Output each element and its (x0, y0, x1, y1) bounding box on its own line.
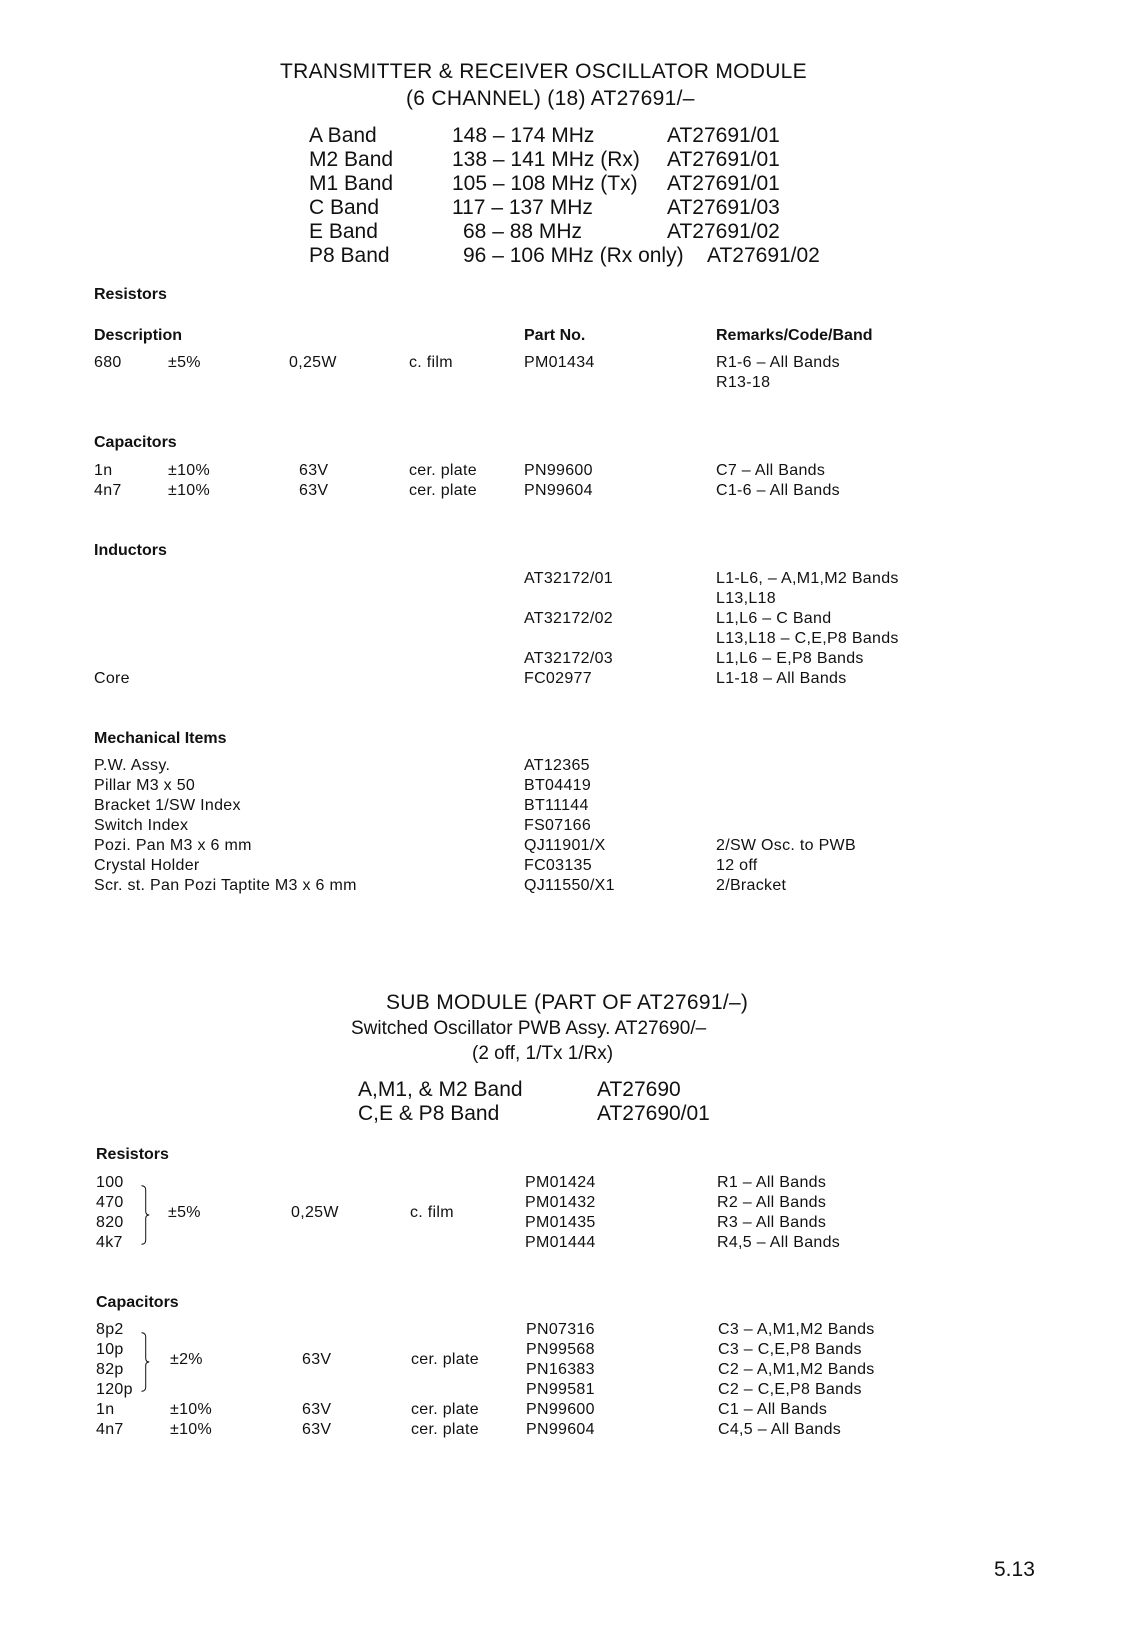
band-freq: 148 – 174 MHz (452, 124, 595, 147)
description: Bracket 1/SW Index (94, 797, 241, 814)
value: 100 (96, 1174, 124, 1191)
band-part: AT27691/02 (667, 220, 780, 243)
part-number: PN99568 (526, 1341, 595, 1358)
band-freq: 68 – 88 MHz (463, 220, 583, 243)
remarks: L1,L6 – E,P8 Bands (716, 650, 864, 667)
remarks: C2 – A,M1,M2 Bands (718, 1361, 875, 1378)
remarks: L13,L18 (716, 590, 776, 607)
section-heading-capacitors: Capacitors (96, 1294, 179, 1311)
remarks: 2/Bracket (716, 877, 787, 894)
part-number: FC03135 (524, 857, 592, 874)
part-number: AT32172/02 (524, 610, 613, 627)
group-brace (140, 1172, 150, 1258)
band-name: M2 Band (309, 148, 394, 171)
type: cer. plate (411, 1421, 479, 1438)
band-freq: 138 – 141 MHz (Rx) (452, 148, 640, 171)
description: Scr. st. Pan Pozi Taptite M3 x 6 mm (94, 877, 357, 894)
tolerance: ±5% (168, 354, 201, 371)
part-number: PN99604 (526, 1421, 595, 1438)
value: 1n (96, 1401, 115, 1418)
rating: 63V (299, 462, 329, 479)
part-number: PM01434 (524, 354, 595, 371)
part-number: AT32172/01 (524, 570, 613, 587)
group-brace (140, 1319, 150, 1405)
type: cer. plate (409, 462, 477, 479)
description: Core (94, 670, 130, 687)
part-number: PM01424 (525, 1174, 596, 1191)
part-number: AT32172/03 (524, 650, 613, 667)
section-heading-capacitors: Capacitors (94, 434, 177, 451)
band-name: P8 Band (309, 244, 390, 267)
value: 8p2 (96, 1321, 124, 1338)
part-number: PN99600 (526, 1401, 595, 1418)
remarks: R13-18 (716, 374, 771, 391)
part-number: QJ11550/X1 (524, 877, 615, 894)
remarks: C3 – C,E,P8 Bands (718, 1341, 862, 1358)
band-part: AT27690 (597, 1078, 681, 1101)
tolerance: ±10% (168, 462, 211, 479)
tolerance: ±2% (170, 1351, 203, 1368)
tolerance: ±10% (168, 482, 211, 499)
remarks: R1 – All Bands (717, 1174, 827, 1191)
part-number: AT12365 (524, 757, 590, 774)
band-name: A Band (309, 124, 377, 147)
part-number: BT04419 (524, 777, 592, 794)
part-number: PM01444 (525, 1234, 596, 1251)
value: 1n (94, 462, 113, 479)
remarks: R2 – All Bands (717, 1194, 827, 1211)
rating: 63V (302, 1421, 332, 1438)
sub-module-title: SUB MODULE (PART OF AT27691/–) (386, 991, 749, 1014)
section-heading-resistors: Resistors (94, 286, 167, 303)
band-part: AT27690/01 (597, 1102, 710, 1125)
column-header-remarks: Remarks/Code/Band (716, 327, 873, 344)
band-name: M1 Band (309, 172, 394, 195)
tolerance: ±10% (170, 1421, 213, 1438)
rating: 63V (302, 1351, 332, 1368)
band-part: AT27691/01 (667, 124, 780, 147)
sub-module-subtitle: Switched Oscillator PWB Assy. AT27690/– (351, 1018, 707, 1039)
value: 82p (96, 1361, 124, 1378)
remarks: L1-18 – All Bands (716, 670, 847, 687)
part-number: QJ11901/X (524, 837, 606, 854)
remarks: L13,L18 – C,E,P8 Bands (716, 630, 899, 647)
type: c. film (410, 1204, 454, 1221)
section-heading-mechanical: Mechanical Items (94, 730, 227, 747)
band-name: E Band (309, 220, 378, 243)
value: 820 (96, 1214, 124, 1231)
remarks: R1-6 – All Bands (716, 354, 840, 371)
band-name: C Band (309, 196, 380, 219)
column-header-description: Description (94, 327, 183, 344)
description: Crystal Holder (94, 857, 200, 874)
value: 120p (96, 1381, 133, 1398)
remarks: R4,5 – All Bands (717, 1234, 841, 1251)
description: Pillar M3 x 50 (94, 777, 196, 794)
rating: 0,25W (289, 354, 337, 371)
part-number: PM01435 (525, 1214, 596, 1231)
rating: 63V (302, 1401, 332, 1418)
part-number: FC02977 (524, 670, 592, 687)
type: cer. plate (411, 1351, 479, 1368)
band-part: AT27691/03 (667, 196, 780, 219)
remarks: C4,5 – All Bands (718, 1421, 842, 1438)
part-number: PN99581 (526, 1381, 595, 1398)
remarks: C2 – C,E,P8 Bands (718, 1381, 862, 1398)
type: cer. plate (411, 1401, 479, 1418)
value: 4n7 (96, 1421, 124, 1438)
column-header-part-no: Part No. (524, 327, 586, 344)
remarks: 2/SW Osc. to PWB (716, 837, 856, 854)
description: P.W. Assy. (94, 757, 171, 774)
remarks: C1-6 – All Bands (716, 482, 840, 499)
sub-module-note: (2 off, 1/Tx 1/Rx) (472, 1043, 614, 1064)
part-number: BT11144 (524, 797, 589, 814)
band-freq: 105 – 108 MHz (Tx) (452, 172, 638, 195)
part-number: PN99600 (524, 462, 593, 479)
tolerance: ±10% (170, 1401, 213, 1418)
type: cer. plate (409, 482, 477, 499)
page-subtitle: (6 CHANNEL) (18) AT27691/– (406, 87, 695, 110)
part-number: FS07166 (524, 817, 592, 834)
section-heading-inductors: Inductors (94, 542, 167, 559)
remarks: 12 off (716, 857, 758, 874)
band-part: AT27691/01 (667, 172, 780, 195)
type: c. film (409, 354, 453, 371)
part-number: PN16383 (526, 1361, 595, 1378)
remarks: L1-L6, – A,M1,M2 Bands (716, 570, 899, 587)
remarks: C3 – A,M1,M2 Bands (718, 1321, 875, 1338)
tolerance: ±5% (168, 1204, 201, 1221)
band-name: A,M1, & M2 Band (358, 1078, 523, 1101)
description: Switch Index (94, 817, 189, 834)
band-freq: 96 – 106 MHz (Rx only) (463, 244, 684, 267)
value: 4k7 (96, 1234, 123, 1251)
remarks: R3 – All Bands (717, 1214, 827, 1231)
rating: 0,25W (291, 1204, 339, 1221)
part-number: PN07316 (526, 1321, 595, 1338)
value: 680 (94, 354, 122, 371)
description: Pozi. Pan M3 x 6 mm (94, 837, 252, 854)
page-title: TRANSMITTER & RECEIVER OSCILLATOR MODULE (280, 60, 807, 83)
remarks: L1,L6 – C Band (716, 610, 832, 627)
remarks: C1 – All Bands (718, 1401, 828, 1418)
band-name: C,E & P8 Band (358, 1102, 500, 1125)
value: 470 (96, 1194, 124, 1211)
part-number: PM01432 (525, 1194, 596, 1211)
remarks: C7 – All Bands (716, 462, 826, 479)
page-number: 5.13 (994, 1558, 1035, 1581)
band-freq: 117 – 137 MHz (452, 196, 593, 219)
value: 4n7 (94, 482, 122, 499)
section-heading-resistors: Resistors (96, 1146, 169, 1163)
band-part: AT27691/01 (667, 148, 780, 171)
value: 10p (96, 1341, 124, 1358)
band-part: AT27691/02 (707, 244, 820, 267)
rating: 63V (299, 482, 329, 499)
part-number: PN99604 (524, 482, 593, 499)
